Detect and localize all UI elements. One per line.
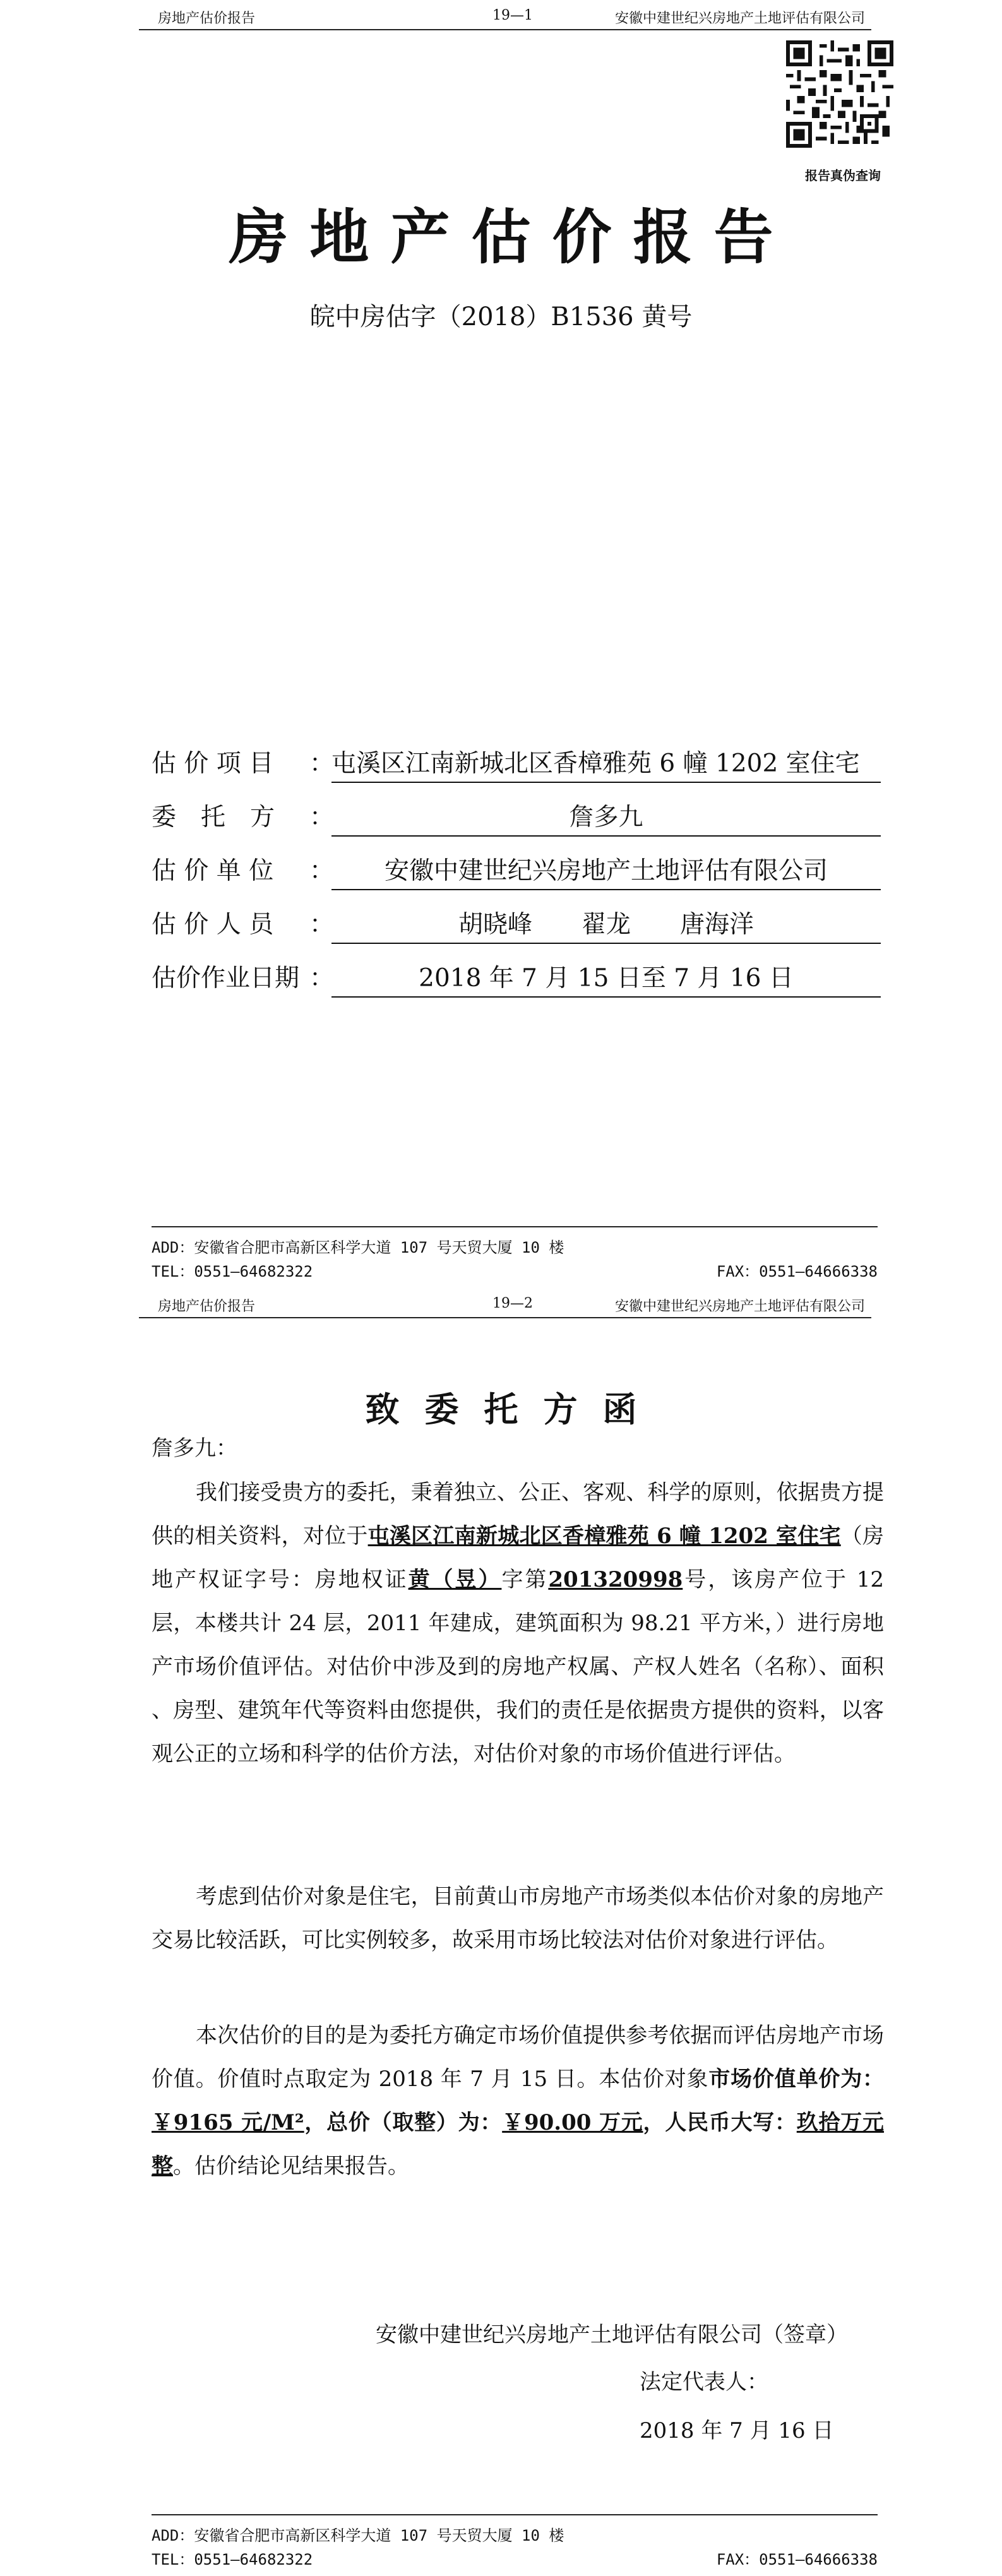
info-value: 屯溪区江南新城北区香樟雅苑 6 幢 1202 室住宅 bbox=[331, 744, 881, 783]
certificate-number: 201320998 bbox=[548, 1567, 683, 1592]
qr-caption: 报告真伪查询 bbox=[805, 168, 881, 183]
info-value: 安徽中建世纪兴房地产土地评估有限公司 bbox=[331, 851, 881, 890]
letter-date: 2018 年 7 月 16 日 bbox=[640, 2418, 834, 2443]
price-in-words: 玖拾万元整 bbox=[152, 2110, 885, 2179]
property-location: 屯溪区江南新城北区香樟雅苑 6 幢 1202 室住宅 bbox=[367, 1524, 841, 1549]
footer-tel: TEL：0551—64682322 bbox=[152, 1263, 313, 1280]
letter-body bbox=[152, 1471, 884, 1776]
letter-title: 致委托方函 bbox=[365, 1389, 662, 1429]
header-company: 安徽中建世纪兴房地产土地评估有限公司 bbox=[614, 11, 865, 27]
info-label: 委 托 方 bbox=[152, 803, 275, 832]
header-company: 安徽中建世纪兴房地产土地评估有限公司 bbox=[614, 1299, 865, 1315]
info-row-client: 委 托 方 ： 詹多九 bbox=[152, 792, 884, 837]
footer-address: ADD：安徽省合肥市高新区科学大道 107 号天贸大厦 10 楼 bbox=[152, 1239, 564, 1256]
letter-page bbox=[0, 1288, 1002, 2576]
header-left: 房地产估价报告 bbox=[158, 1299, 256, 1315]
paragraph-2: 考虑到估价对象是住宅，目前黄山市房地产市场类似本估价对象的房地产交易比较活跃，可比实例较多，故采用市场比较法对估价对象进行评估。 bbox=[152, 1884, 884, 1953]
info-label: 估 价 单 位 bbox=[152, 857, 274, 885]
report-number: 皖中房估字（2018）B1536 黄号 bbox=[309, 302, 693, 331]
page-title: 房地产估价报告 bbox=[229, 203, 795, 272]
info-value: 胡晓峰 翟龙 唐海洋 bbox=[331, 905, 881, 944]
page-number: 19—2 bbox=[492, 1296, 533, 1311]
info-row-work-date: 估价作业日期 ： 2018 年 7 月 15 日至 7 月 16 日 bbox=[152, 953, 884, 998]
paragraph-1: 我们接受贵方的委托，秉着独立、公正、客观、科学的原则，依据贵方提供的相关资料，对位于屯溪区江南新城北区香樟雅苑 6 幢 1202 室住宅（房地产权证字号：房地权证黄（昱）字第201320998号，该房产位于 12 层，本楼共计 24 层，2011 年建成，建筑面积为 98.21 平方米，）进行房地产市场价值评估。对估价中涉及到的房地产权属、产权人姓名（名称）、面积 、房型、建筑年代等资料由您提供，我们的责任是依据贵方提供的资料，以客观公正的立场和科学的估价方法，对估价对象的市场价值进行评估。 bbox=[152, 1480, 885, 1767]
info-label: 估价作业日期 bbox=[152, 964, 300, 993]
total-price: ￥90.00 万元 bbox=[502, 2110, 643, 2135]
page-header bbox=[139, 1288, 871, 1318]
legal-representative: 法定代表人： bbox=[640, 2370, 768, 2395]
footer-fax: FAX：0551—64666338 bbox=[716, 2551, 878, 2568]
footer-tel: TEL：0551—64682322 bbox=[152, 2551, 313, 2568]
footer-fax: FAX：0551—64666338 bbox=[716, 1263, 878, 1280]
letter-body-2 bbox=[152, 1875, 884, 1962]
info-value: 詹多九 bbox=[331, 797, 881, 837]
page-header bbox=[139, 0, 871, 30]
letter-body-3 bbox=[152, 2014, 884, 2188]
signature-company: 安徽中建世纪兴房地产土地评估有限公司（签章） bbox=[376, 2322, 848, 2347]
salutation: 詹多九： bbox=[152, 1436, 237, 1461]
info-row-project: 估 价 项 目 ： 屯溪区江南新城北区香樟雅苑 6 幢 1202 室住宅 bbox=[152, 739, 884, 783]
footer-divider bbox=[152, 2514, 878, 2515]
paragraph-3: 本次估价的目的是为委托方确定市场价值提供参考依据而评估房地产市场价值。价值时点取定为 2018 年 7 月 15 日。本估价对象市场价值单价为：￥9165 元/M²，总价（取整）为：￥90.00 万元，人民币大写：玖拾万元整。估价结论见结果报告。 bbox=[152, 2023, 885, 2179]
footer-address: ADD：安徽省合肥市高新区科学大道 107 号天贸大厦 10 楼 bbox=[152, 2527, 564, 2544]
info-value: 2018 年 7 月 15 日至 7 月 16 日 bbox=[331, 958, 881, 998]
certificate-prefix: 黄（昱） bbox=[408, 1567, 502, 1592]
page-number: 19—1 bbox=[492, 8, 533, 23]
footer-divider bbox=[152, 1226, 878, 1227]
info-label: 估 价 人 员 bbox=[152, 910, 274, 939]
qr-code-icon[interactable] bbox=[786, 40, 893, 148]
info-row-appraisers: 估 价 人 员 ： 胡晓峰 翟龙 唐海洋 bbox=[152, 900, 884, 944]
header-left: 房地产估价报告 bbox=[158, 11, 256, 27]
info-label: 估 价 项 目 bbox=[152, 749, 274, 778]
unit-price: ￥9165 元/M² bbox=[152, 2110, 304, 2135]
info-row-appraiser-company: 估 价 单 位 ： 安徽中建世纪兴房地产土地评估有限公司 bbox=[152, 846, 884, 890]
